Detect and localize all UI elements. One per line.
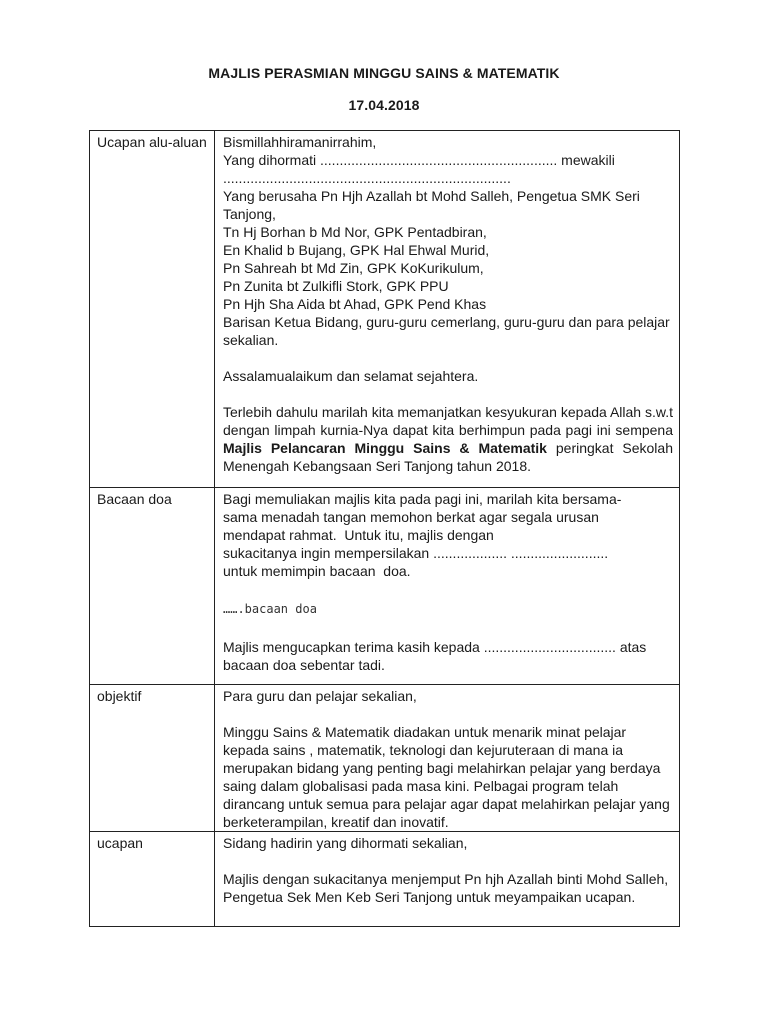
text-line: Bismillahhiramanirrahim, [223,134,377,150]
doa-note: …….bacaan doa [223,602,317,616]
text-line: Pn Hjh Sha Aida bt Ahad, GPK Pend Khas [223,296,487,312]
text-line: mendapat rahmat. Untuk itu, majlis dengan [223,527,494,543]
text-line: Majlis mengucapkan terima kasih kepada .................................. atas [223,639,647,655]
table-row [90,832,680,927]
paragraph-text: Terlebih dahulu marilah kita memanjatkan kesyukuran kepada Allah s.w.t dengan limpah kurnia-Nya dapat kita berhimpun pada pagi ini sempena [223,404,673,438]
opening-paragraph [223,403,673,475]
document-title: MAJLIS PERASMIAN MINGGU SAINS & MATEMATIK [208,65,560,81]
row-content-bacaan-doa [215,488,680,685]
text-line: Bagi memuliakan majlis kita pada pagi ini, marilah kita bersama- [223,491,622,507]
greeting-text: Sidang hadirin yang dihormati sekalian, [223,835,468,851]
row-label-ucapan-alu-aluan: Ucapan alu-aluan [90,131,215,488]
objective-paragraph: Minggu Sains & Matematik diadakan untuk menarik minat pelajar kepada sains , matematik, teknologi dan kejuruteraan di mana ia merupakan bidang yang penting bagi melahirkan pelajar yang berdaya saing dalam globalisasi pada masa kini. Pelbagai program telah dirancang untuk semua para pelajar agar dapat melahirkan pelajar yang berketerampilan, kreatif dan inovatif. [223,724,670,830]
table-row [90,685,680,832]
text-line: bacaan doa sebentar tadi. [223,657,385,673]
program-table [89,130,680,927]
text-line: .......................................................................... [223,170,511,186]
text-line: sama menadah tangan memohon berkat agar segala urusan [223,509,599,525]
paragraph-text: peringkat Sekolah Menengah Kebangsaan Seri Tanjong tahun 2018. [223,440,673,474]
document-date: 17.04.2018 [348,97,420,113]
text-line: Yang dihormati ............................................................. mewakili [223,152,615,168]
text-line: En Khalid b Bujang, GPK Hal Ehwal Murid, [223,242,490,258]
row-label-bacaan-doa: Bacaan doa [90,488,215,685]
row-content-ucapan-alu-aluan [215,131,680,488]
text-line: untuk memimpin bacaan doa. [223,563,411,579]
text-line: sukacitanya ingin mempersilakan ................... ......................... [223,545,609,561]
text-line: Pn Sahreah bt Md Zin, GPK KoKurikulum, [223,260,484,276]
table-row [90,488,680,685]
table-row [90,131,680,488]
event-name: Majlis Pelancaran Minggu Sains & Matematik [223,440,547,456]
speech-paragraph: Majlis dengan sukacitanya menjemput Pn hjh Azallah binti Mohd Salleh, Pengetua Sek Men Keb Seri Tanjong untuk meyampaikan ucapan. [223,871,669,905]
text-line: Pn Zunita bt Zulkifli Stork, GPK PPU [223,278,449,294]
greeting-text: Assalamualaikum dan selamat sejahtera. [223,368,479,384]
row-label-ucapan: ucapan [90,832,215,927]
text-line: Yang berusaha Pn Hjh Azallah bt Mohd Salleh, Pengetua SMK Seri Tanjong, [223,188,640,222]
greeting-text: Para guru dan pelajar sekalian, [223,688,417,704]
text-line: Barisan Ketua Bidang, guru-guru cemerlang, guru-guru dan para pelajar sekalian. [223,314,670,348]
text-line: Tn Hj Borhan b Md Nor, GPK Pentadbiran, [223,224,487,240]
row-content-objektif [215,685,680,832]
row-label-objektif: objektif [90,685,215,832]
row-content-ucapan [215,832,680,927]
